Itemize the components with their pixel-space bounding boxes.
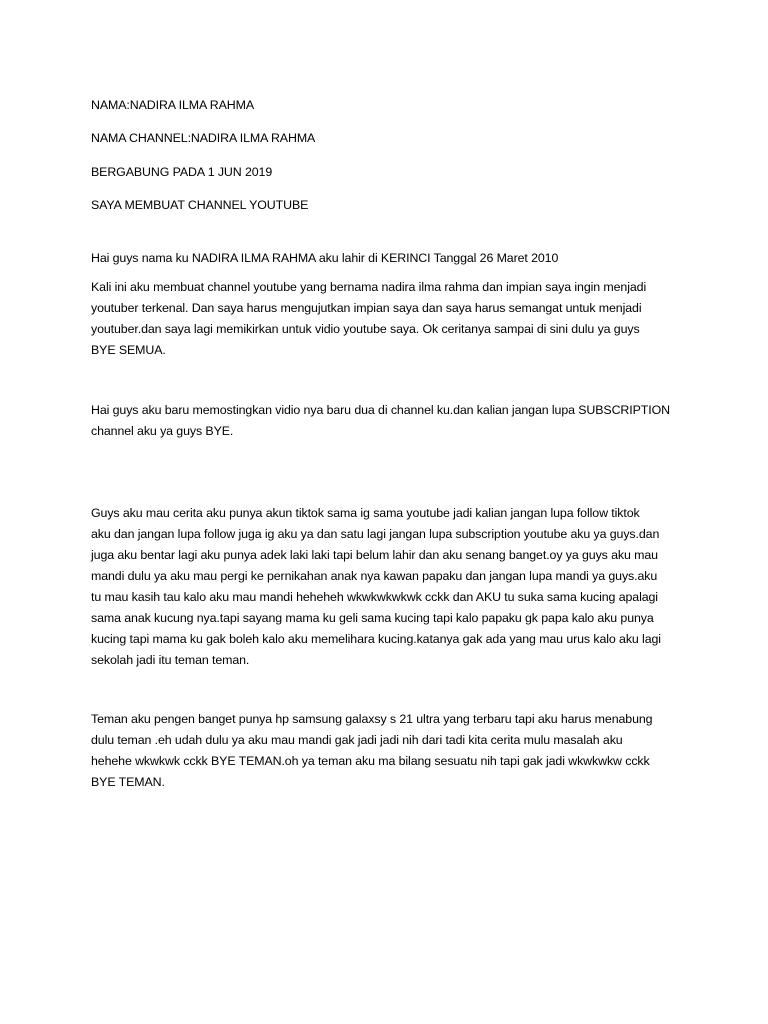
header-bergabung: BERGABUNG PADA 1 JUN 2019 — [91, 164, 273, 179]
paragraph-line: mandi dulu ya aku mau pergi ke pernikahan anak nya kawan papaku dan jangan lupa mandi ya guys.aku — [91, 568, 658, 583]
paragraph-posting — [91, 400, 691, 442]
paragraph-teman — [91, 709, 691, 793]
paragraph-line: hehehe wkwkwk cckk BYE TEMAN.oh ya teman aku ma bilang sesuatu nih tapi gak jadi wkwkwkw cckk — [91, 753, 650, 768]
paragraph-line: BYE TEMAN. — [91, 774, 165, 789]
spacer — [91, 671, 691, 709]
paragraph-line: Hai guys aku baru memostingkan vidio nya baru dua di channel ku.dan kalian jangan lupa SUBSCRIPTION — [91, 402, 670, 417]
spacer — [91, 442, 691, 503]
paragraph-line: tu mau kasih tau kalo aku mau mandi heheheh wkwkwkwkwk cckk dan AKU tu suka sama kucing apalagi — [91, 589, 658, 604]
spacer — [91, 361, 691, 400]
header-nama: NAMA:NADIRA ILMA RAHMA — [91, 98, 255, 112]
paragraph-intro — [91, 248, 691, 269]
paragraph-line: youtuber terkenal. Dan saya harus mengujutkan impian saya dan saya harus semangat untuk menjadi — [91, 300, 642, 315]
header-nama-channel: NAMA CHANNEL:NADIRA ILMA RAHMA — [91, 131, 316, 146]
paragraph-cerita — [91, 503, 691, 671]
paragraph-line: juga aku bentar lagi aku punya adek laki laki tapi belum lahir dan aku senang banget.oy ya guys aku mau — [91, 547, 658, 562]
spacer — [91, 229, 691, 248]
paragraph-line: Hai guys nama ku NADIRA ILMA RAHMA aku lahir di KERINCI Tanggal 26 Maret 2010 — [91, 250, 559, 265]
document-body — [91, 95, 691, 793]
paragraph-line: youtuber.dan saya lagi memikirkan untuk vidio youtube saya. Ok ceritanya sampai di sini dulu ya guys — [91, 321, 640, 336]
paragraph-line: sekolah jadi itu teman teman. — [91, 652, 250, 667]
paragraph-channel — [91, 277, 691, 361]
header-membuat-channel: SAYA MEMBUAT CHANNEL YOUTUBE — [91, 198, 309, 213]
paragraph-line: Teman aku pengen banget punya hp samsung galaxsy s 21 ultra yang terbaru tapi aku harus menabung — [91, 711, 653, 726]
paragraph-line: BYE SEMUA. — [91, 342, 166, 357]
paragraph-line: dulu teman .eh udah dulu ya aku mau mandi gak jadi jadi nih dari tadi kita cerita mulu masalah aku — [91, 732, 623, 747]
paragraph-line: sama anak kucung nya.tapi sayang mama ku geli sama kucing tapi kalo papaku gk papa kalo aku punya — [91, 610, 654, 625]
paragraph-line: Kali ini aku membuat channel youtube yang bernama nadira ilma rahma dan impian saya ingin menjadi — [91, 279, 647, 294]
paragraph-line: channel aku ya guys BYE. — [91, 423, 234, 438]
paragraph-line: kucing tapi mama ku gak boleh kalo aku memelihara kucing.katanya gak ada yang mau urus kalo aku lagi — [91, 631, 661, 646]
spacer — [91, 269, 691, 277]
paragraph-line: Guys aku mau cerita aku punya akun tiktok sama ig sama youtube jadi kalian jangan lupa follow tiktok — [91, 505, 640, 520]
paragraph-line: aku dan jangan lupa follow juga ig aku ya dan satu lagi jangan lupa subscription youtube aku ya guys.dan — [91, 526, 660, 541]
